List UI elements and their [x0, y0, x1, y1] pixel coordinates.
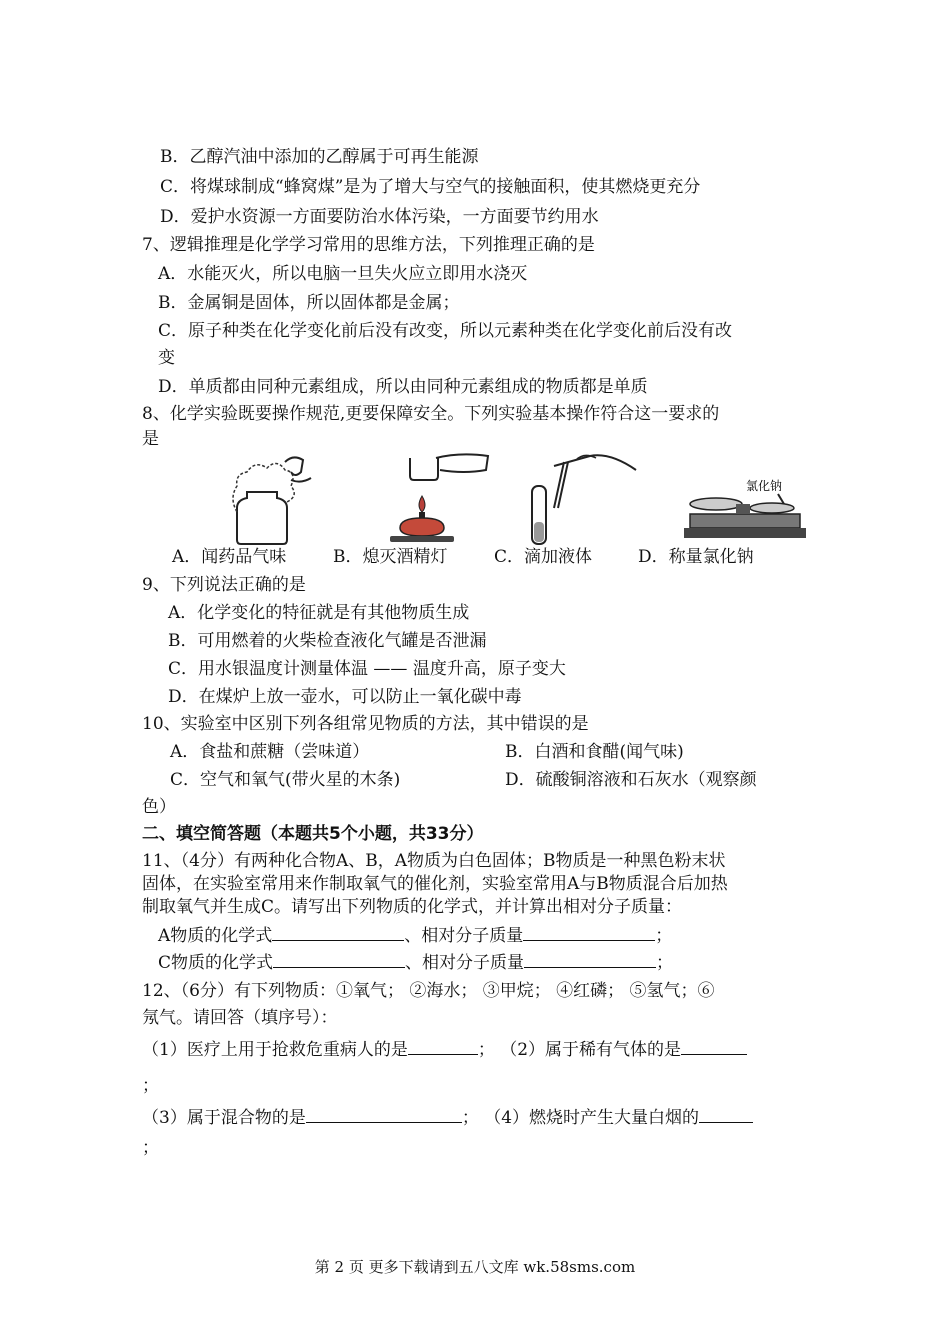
q12-part1-blank[interactable]	[408, 1038, 478, 1055]
q7-option-c-cont: 变	[158, 348, 175, 368]
q11-a-formula-blank[interactable]	[272, 924, 404, 941]
figure-dropper	[520, 450, 640, 546]
q12-line1: 12、（6分）有下列物质：①氧气； ②海水； ③甲烷； ④红磷； ⑤氢气；⑥	[142, 981, 715, 1001]
q6-option-b: B．乙醇汽油中添加的乙醇属于可再生能源	[160, 147, 479, 167]
q8-stem-cont: 是	[142, 429, 159, 449]
q6-option-d: D．爱护水资源一方面要防治水体污染，一方面要节约用水	[160, 207, 599, 227]
q12-row2-end: ；	[142, 1138, 159, 1158]
q11-line3: 制取氧气并生成C。请写出下列物质的化学式，并计算出相对分子质量：	[142, 897, 683, 917]
section-heading: 二、填空简答题（本题共5个小题，共33分）	[142, 824, 484, 844]
q12-part2-blank[interactable]	[681, 1038, 747, 1055]
q9-option-c: C．用水银温度计测量体温 —— 温度升高，原子变大	[168, 659, 566, 679]
q11-a-mass-label: 、相对分子质量	[404, 926, 524, 946]
q7-stem: 7、逻辑推理是化学学习常用的思维方法，下列推理正确的是	[142, 235, 595, 255]
q12-line2: 氖气。请回答（填序号）：	[142, 1008, 338, 1028]
q12-row1	[142, 1038, 747, 1061]
figure-smell-reagent	[215, 450, 315, 546]
q10-option-d-cont: 色）	[142, 797, 176, 817]
q11-c-mass-label: 、相对分子质量	[405, 953, 525, 973]
q12-part1-label: （1）医疗上用于抢救危重病人的是	[142, 1040, 408, 1060]
q9-stem: 9、下列说法正确的是	[142, 575, 306, 595]
q11-a-mass-blank[interactable]	[523, 924, 655, 941]
q11-c-end: ；	[656, 953, 674, 973]
q12-part3-blank[interactable]	[306, 1106, 462, 1123]
q10-stem: 10、实验室中区别下列各组常见物质的方法，其中错误的是	[142, 714, 589, 734]
q11-a-end: ；	[655, 926, 673, 946]
q10-option-b: B．白酒和食醋(闻气味)	[505, 742, 684, 762]
q12-row1-end: ；	[142, 1076, 159, 1096]
q7-option-c: C．原子种类在化学变化前后没有改变，所以元素种类在化学变化前后没有改	[158, 321, 733, 341]
q9-option-a: A．化学变化的特征就是有其他物质生成	[168, 603, 470, 623]
q10-option-d: D．硫酸铜溶液和石灰水（观察颜	[505, 770, 757, 790]
q9-option-b: B．可用燃着的火柴检查液化气罐是否泄漏	[168, 631, 487, 651]
q9-option-d: D．在煤炉上放一壶水，可以防止一氧化碳中毒	[168, 687, 522, 707]
q7-option-a: A．水能灭火，所以电脑一旦失火应立即用水浇灭	[158, 264, 528, 284]
q11-c-label: C物质的化学式	[158, 953, 274, 973]
q12-part4-label: （4）燃烧时产生大量白烟的	[484, 1108, 700, 1128]
q12-row2	[142, 1106, 753, 1129]
q11-line1: 11、（4分）有两种化合物A、B，A物质为白色固体；B物质是一种黑色粉末状	[142, 851, 726, 871]
figure-alcohol-lamp	[370, 450, 495, 546]
q11-c-row	[158, 951, 673, 974]
q11-a-row	[158, 924, 672, 947]
q8-stem: 8、化学实验既要操作规范,更要保障安全。下列实验基本操作符合这一要求的	[142, 404, 720, 424]
page-footer: 第 2 页 更多下载请到五八文库 wk.58sms.com	[314, 1258, 636, 1276]
q8-option-c: C．滴加液体	[494, 547, 593, 567]
q8-option-b: B．熄灭酒精灯	[333, 547, 448, 567]
q12-sep1: ；	[477, 1040, 495, 1060]
balance-label: 氯化钠	[746, 479, 783, 493]
q7-option-b: B．金属铜是固体，所以固体都是金属；	[158, 293, 460, 313]
q11-c-mass-blank[interactable]	[524, 951, 656, 968]
figure-balance	[680, 474, 810, 546]
q11-line2: 固体，在实验室常用来作制取氧气的催化剂，实验室常用A与B物质混合后加热	[142, 874, 728, 894]
q11-a-label: A物质的化学式	[158, 926, 273, 946]
q12-part3-label: （3）属于混合物的是	[142, 1108, 306, 1128]
q8-option-d: D．称量氯化钠	[638, 547, 754, 567]
q10-option-c: C．空气和氧气(带火星的木条)	[170, 770, 401, 790]
q8-option-a: A．闻药品气味	[172, 547, 287, 567]
q6-option-c: C．将煤球制成“蜂窝煤”是为了增大与空气的接触面积，使其燃烧更充分	[160, 177, 701, 197]
q12-part2-label: （2）属于稀有气体的是	[500, 1040, 682, 1060]
q10-option-a: A．食盐和蔗糖（尝味道）	[170, 742, 370, 762]
q12-sep2: ；	[461, 1108, 479, 1128]
q12-part4-blank[interactable]	[699, 1106, 753, 1123]
q7-option-d: D．单质都由同种元素组成，所以由同种元素组成的物质都是单质	[158, 377, 648, 397]
q11-c-formula-blank[interactable]	[273, 951, 405, 968]
